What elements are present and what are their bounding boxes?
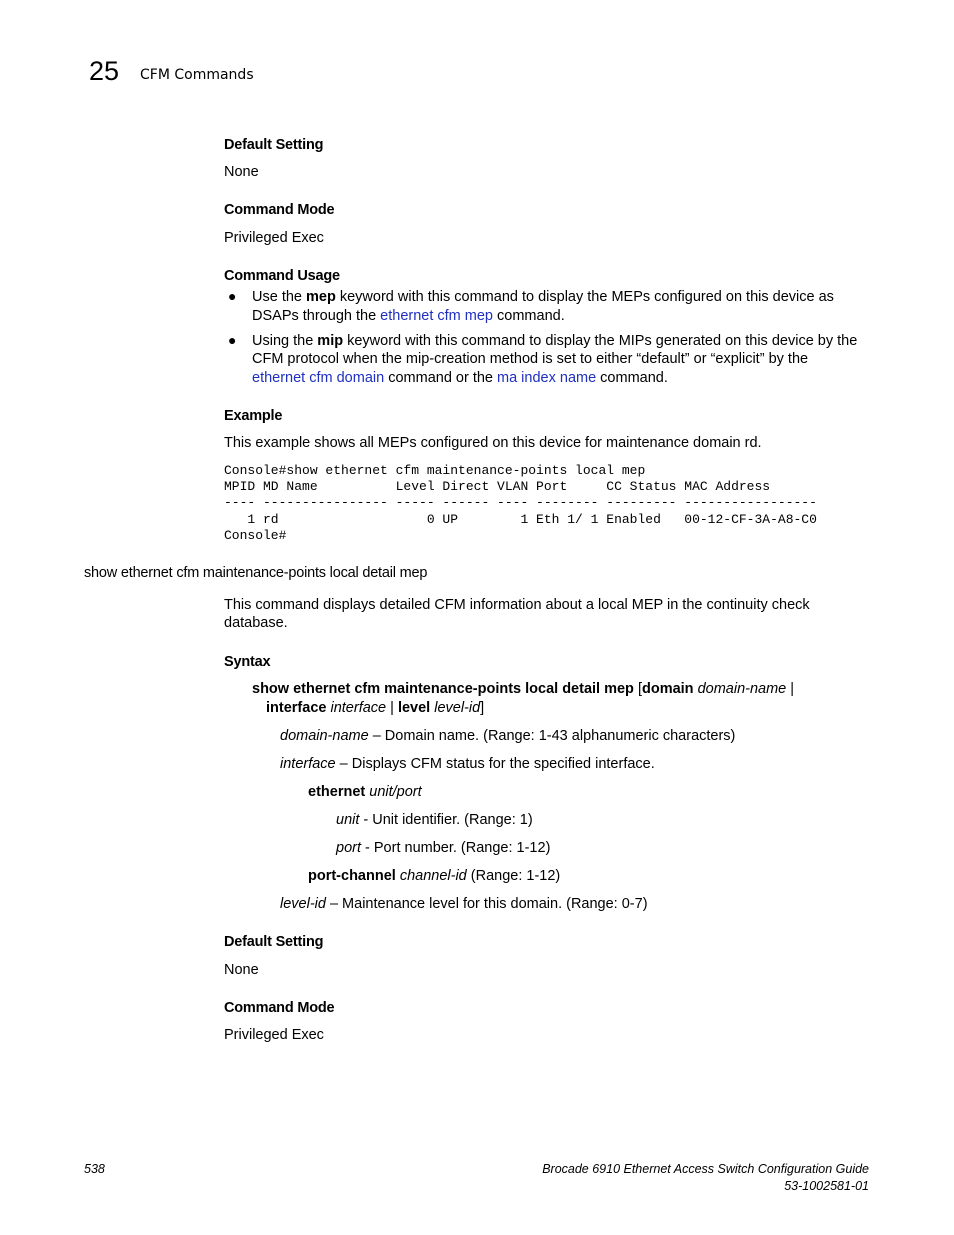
command-description-line-2: database.: [224, 615, 288, 631]
document-id: 53-1002581-01: [784, 1179, 869, 1193]
command-description-line-1: This command displays detailed CFM information about a local MEP in the continuity check: [224, 597, 810, 613]
syntax-heading: Syntax: [224, 654, 271, 670]
bullet-1-line-2: DSAPs through the ethernet cfm mep command.: [252, 308, 565, 324]
example-text: This example shows all MEPs configured on this device for maintenance domain rd.: [224, 435, 762, 451]
param-port: port - Port number. (Range: 1-12): [336, 840, 551, 856]
bullet-icon: ●: [228, 332, 237, 348]
param-interface: interface – Displays CFM status for the specified interface.: [280, 756, 655, 772]
link-ethernet-cfm-domain[interactable]: ethernet cfm domain: [252, 370, 385, 386]
console-line: 1 rd 0 UP 1 Eth 1/ 1 Enabled 00-12-CF-3A-A8-C0: [224, 512, 817, 527]
command-mode-heading: Command Mode: [224, 1000, 335, 1016]
syntax-line-2: interface interface | level level-id]: [266, 700, 485, 716]
console-line: Console#show ethernet cfm maintenance-points local mep: [224, 463, 646, 478]
param-ethernet: ethernet unit/port: [308, 784, 422, 800]
bullet-2-line-1: Using the mip keyword with this command to display the MIPs generated on this device by the: [252, 333, 858, 349]
param-level-id: level-id – Maintenance level for this domain. (Range: 0-7): [280, 896, 648, 912]
link-ethernet-cfm-mep[interactable]: ethernet cfm mep: [380, 308, 493, 324]
page-number: 538: [84, 1162, 105, 1176]
console-line: Console#: [224, 528, 287, 543]
guide-title: Brocade 6910 Ethernet Access Switch Configuration Guide: [542, 1162, 869, 1176]
command-usage-heading: Command Usage: [224, 268, 340, 284]
param-unit: unit - Unit identifier. (Range: 1): [336, 812, 533, 828]
param-domain-name: domain-name – Domain name. (Range: 1-43 alphanumeric characters): [280, 728, 736, 744]
command-title: show ethernet cfm maintenance-points local detail mep: [84, 565, 428, 581]
console-line: ---- ---------------- ----- ------ ---- -------- --------- -----------------: [224, 495, 817, 510]
chapter-number: 25: [89, 56, 120, 86]
link-ma-index-name[interactable]: ma index name: [497, 370, 597, 386]
bullet-2-line-3: ethernet cfm domain command or the ma index name command.: [252, 370, 668, 386]
syntax-line-1: show ethernet cfm maintenance-points local detail mep [domain domain-name |: [252, 681, 795, 697]
default-setting-value: None: [224, 164, 259, 180]
default-setting-heading: Default Setting: [224, 137, 324, 153]
default-setting-value: None: [224, 962, 259, 978]
bullet-1-line-1: Use the mep keyword with this command to display the MEPs configured on this device as: [252, 289, 834, 305]
default-setting-heading: Default Setting: [224, 934, 324, 950]
command-mode-value: Privileged Exec: [224, 230, 324, 246]
command-mode-value: Privileged Exec: [224, 1027, 324, 1043]
bullet-icon: ●: [228, 288, 237, 304]
chapter-title: CFM Commands: [140, 67, 254, 83]
console-line: MPID MD Name Level Direct VLAN Port CC Status MAC Address: [224, 479, 771, 494]
command-mode-heading: Command Mode: [224, 202, 335, 218]
example-heading: Example: [224, 408, 283, 424]
param-port-channel: port-channel channel-id (Range: 1-12): [308, 868, 561, 884]
bullet-2-line-2: CFM protocol when the mip-creation method is set to either “default” or “explicit” by the: [252, 351, 809, 367]
